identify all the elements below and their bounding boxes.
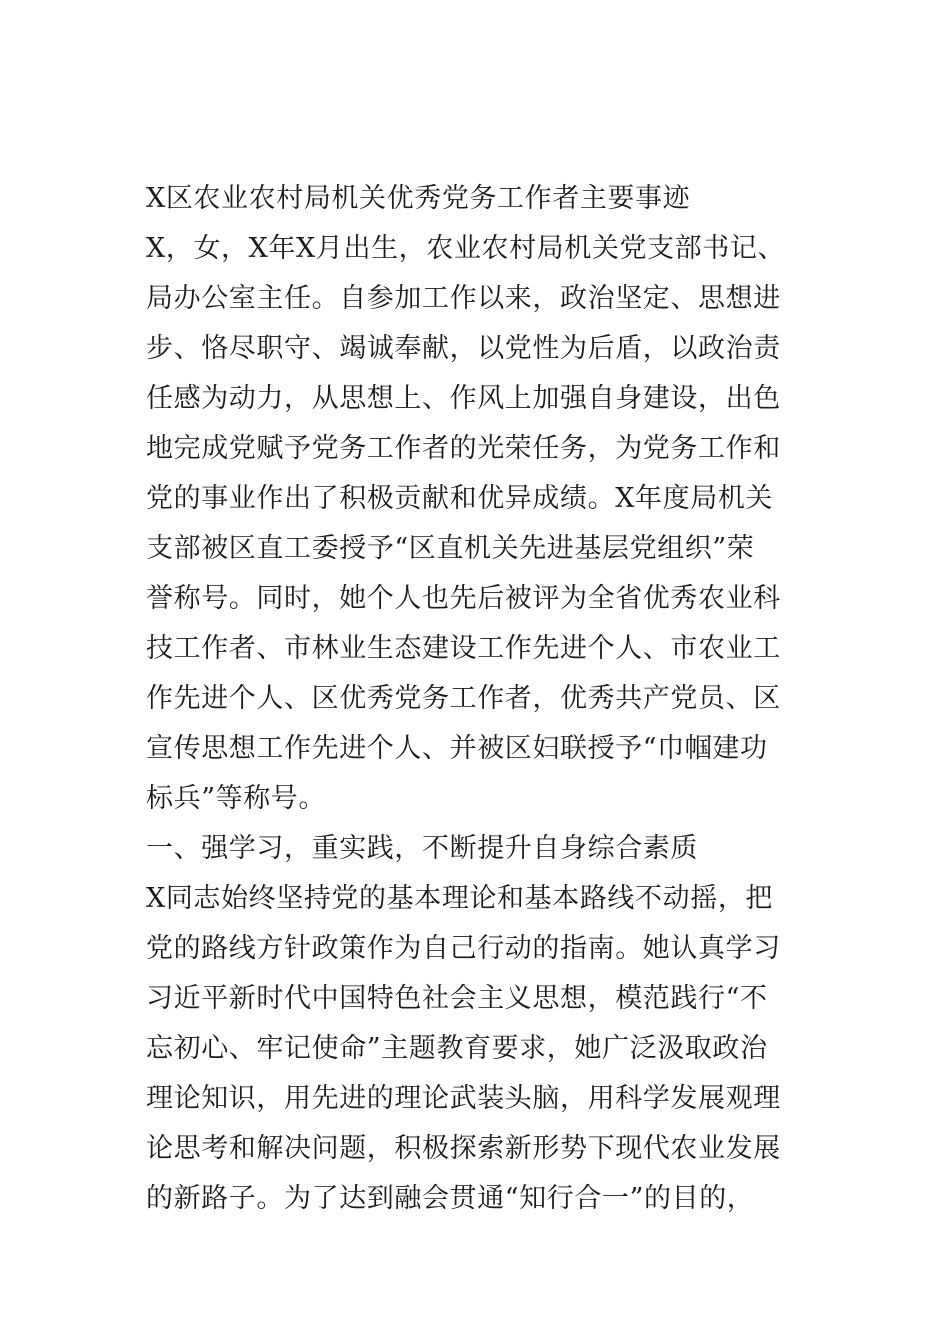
text-line: 任感为动力，从思想上、作风上加强自身建设，出色 (146, 383, 781, 414)
document-title: X区农业农村局机关优秀党务工作者主要事迹 (146, 183, 691, 214)
text-line: 忘初心、牢记使命”主题教育要求，她广泛汲取政治 (146, 1033, 768, 1064)
text-line: X，女，X年X月出生，农业农村局机关党支部书记、 (146, 233, 786, 264)
text-line: X同志始终坚持党的基本理论和基本路线不动摇，把 (146, 883, 774, 914)
text-line: 支部被区直工委授予“区直机关先进基层党组织”荣 (146, 533, 755, 564)
text-line: 党的路线方针政策作为自己行动的指南。她认真学习 (146, 933, 781, 964)
text-line: 标兵”等称号。 (146, 783, 327, 814)
text-line: 宣传思想工作先进个人、并被区妇联授予“巾帼建功 (146, 733, 768, 764)
text-line: 的新路子。为了达到融会贯通“知行合一”的目的， (146, 1183, 755, 1214)
text-line: 技工作者、市林业生态建设工作先进个人、市农业工 (146, 633, 781, 664)
text-line: 局办公室主任。自参加工作以来，政治坚定、思想进 (146, 283, 781, 314)
text-line: 誉称号。同时，她个人也先后被评为全省优秀农业科 (146, 583, 781, 614)
text-line: 论思考和解决问题，积极探索新形势下现代农业发展 (146, 1133, 781, 1164)
text-line: 习近平新时代中国特色社会主义思想，模范践行“不 (146, 983, 768, 1014)
text-line: 党的事业作出了积极贡献和优异成绩。X年度局机关 (146, 483, 774, 514)
text-line: 作先进个人、区优秀党务工作者，优秀共产党员、区 (146, 683, 781, 714)
text-line: 地完成党赋予党务工作者的光荣任务，为党务工作和 (146, 433, 781, 464)
text-line: 理论知识，用先进的理论武装头脑，用科学发展观理 (146, 1083, 781, 1114)
text-line: 步、恪尽职守、竭诚奉献，以党性为后盾，以政治责 (146, 333, 781, 364)
document-body (146, 174, 846, 1224)
section-heading: 一、强学习，重实践，不断提升自身综合素质 (146, 833, 698, 864)
